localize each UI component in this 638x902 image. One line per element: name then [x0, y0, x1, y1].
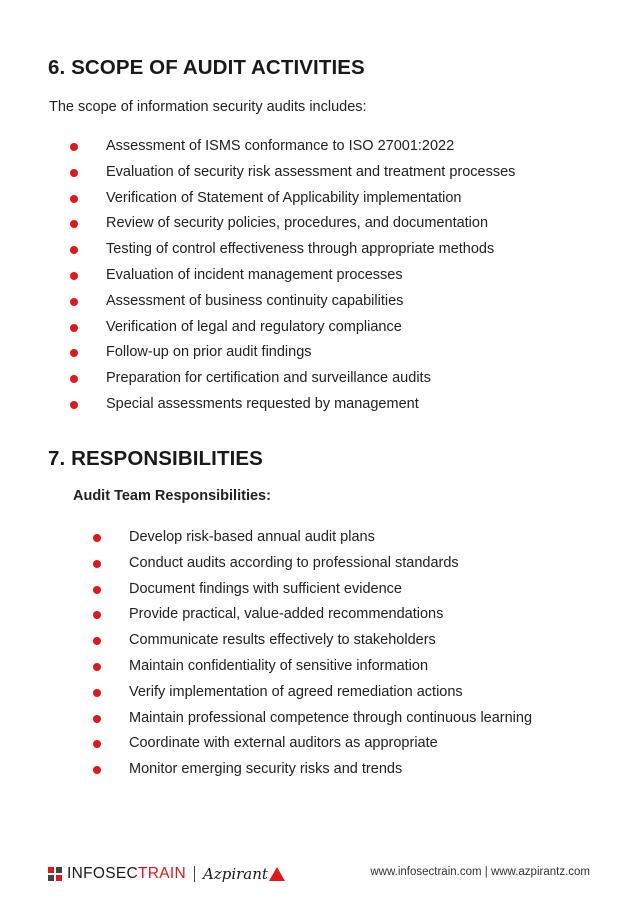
- list-item-text: Verify implementation of agreed remediation actions: [129, 683, 463, 700]
- bullet-icon: [93, 586, 101, 594]
- footer-links: www.infosectrain.com | www.azpirantz.com: [370, 866, 590, 878]
- scope-list-item: [70, 315, 515, 341]
- bullet-icon: [93, 740, 101, 748]
- bullet-icon: [93, 715, 101, 723]
- infosectrain-logo-text: INFOSECTRAIN: [67, 865, 186, 882]
- list-item-text: Verification of Statement of Applicability implementation: [106, 189, 462, 206]
- bullet-icon: [70, 375, 78, 383]
- list-item-text: Communicate results effectively to stakeholders: [129, 632, 436, 649]
- responsibility-list-item: [93, 628, 532, 654]
- list-item-text: Develop risk-based annual audit plans: [129, 529, 375, 545]
- bullet-icon: [70, 298, 78, 306]
- scope-list-item: [70, 366, 515, 392]
- list-item-text: Maintain professional competence through continuous learning: [129, 709, 533, 726]
- list-item-text: Conduct audits according to professional standards: [129, 554, 459, 571]
- audit-team-subheading: Audit Team Responsibilities:: [73, 488, 271, 504]
- list-item-text: Review of security policies, procedures, and documentation: [106, 215, 489, 232]
- footer-logos: [48, 864, 285, 884]
- list-item-text: Document findings with sufficient evidence: [129, 580, 402, 597]
- list-item-text: Follow-up on prior audit findings: [106, 344, 312, 361]
- list-item-text: Testing of control effectiveness through appropriate methods: [106, 241, 495, 258]
- responsibility-list-item: [93, 706, 532, 732]
- responsibility-list-item: [93, 602, 532, 628]
- list-item-text: Assessment of ISMS conformance to ISO 27001:2022: [106, 138, 455, 154]
- page-footer: [0, 858, 638, 888]
- list-item-text: Coordinate with external auditors as appropriate: [129, 735, 438, 752]
- scope-list-item: [70, 237, 515, 263]
- responsibility-list-item: [93, 525, 532, 551]
- bullet-icon: [93, 689, 101, 697]
- scope-list-item: [70, 160, 515, 186]
- azpirantz-logo-icon: [269, 867, 285, 881]
- scope-list-item: [70, 392, 515, 418]
- bullet-icon: [70, 143, 78, 151]
- bullet-icon: [70, 195, 78, 203]
- bullet-icon: [70, 401, 78, 409]
- bullet-icon: [70, 324, 78, 332]
- bullet-icon: [93, 663, 101, 671]
- responsibility-list-item: [93, 654, 532, 680]
- section-title-scope: 6. SCOPE OF AUDIT ACTIVITIES: [48, 56, 365, 79]
- list-item-text: Maintain confidentiality of sensitive information: [129, 657, 429, 674]
- scope-list-item: [70, 186, 515, 212]
- list-item-text: Preparation for certification and surveillance audits: [106, 370, 431, 387]
- list-item-text: Assessment of business continuity capabilities: [106, 292, 404, 309]
- scope-list-item: [70, 134, 515, 160]
- list-item-text: Provide practical, value-added recommendations: [129, 606, 444, 623]
- bullet-icon: [70, 272, 78, 280]
- responsibility-list-item: [93, 731, 532, 757]
- list-item-text: Monitor emerging security risks and trends: [129, 761, 403, 778]
- bullet-icon: [70, 349, 78, 357]
- scope-list-item: [70, 263, 515, 289]
- bullet-icon: [70, 220, 78, 228]
- bullet-icon: [93, 766, 101, 774]
- scope-list-item: [70, 211, 515, 237]
- bullet-icon: [93, 534, 101, 542]
- bullet-icon: [93, 560, 101, 568]
- bullet-icon: [93, 637, 101, 645]
- responsibility-list-item: [93, 551, 532, 577]
- responsibility-list-item: [93, 757, 532, 783]
- responsibility-list-item: [93, 680, 532, 706]
- bullet-icon: [70, 246, 78, 254]
- list-item-text: Special assessments requested by management: [106, 395, 419, 412]
- logo-divider: [194, 866, 195, 882]
- scope-intro: The scope of information security audits includes:: [49, 99, 367, 115]
- infosectrain-logo-icon: [48, 867, 62, 881]
- list-item-text: Verification of legal and regulatory compliance: [106, 318, 402, 335]
- scope-list-item: [70, 340, 515, 366]
- responsibility-list-item: [93, 577, 532, 603]
- bullet-icon: [70, 169, 78, 177]
- scope-list: [70, 134, 515, 418]
- list-item-text: Evaluation of security risk assessment and treatment processes: [106, 163, 516, 180]
- section-title-responsibilities: 7. RESPONSIBILITIES: [48, 447, 263, 470]
- azpirantz-logo-text: Azpirant: [203, 865, 268, 883]
- list-item-text: Evaluation of incident management processes: [106, 266, 403, 283]
- scope-list-item: [70, 289, 515, 315]
- responsibilities-list: [93, 525, 532, 783]
- bullet-icon: [93, 611, 101, 619]
